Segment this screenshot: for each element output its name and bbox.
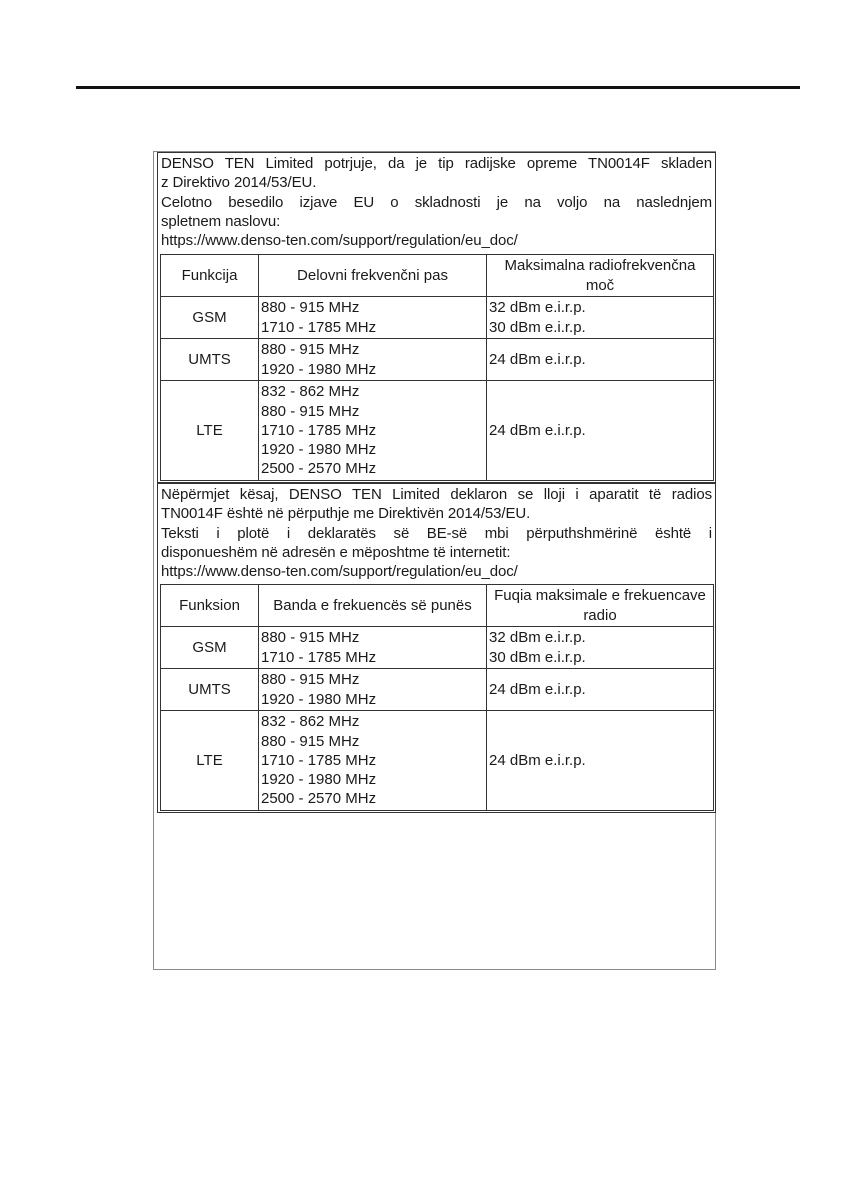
- header-max-power: Maksimalna radiofrekvenčna moč: [487, 255, 714, 297]
- power-cell: 24 dBm e.i.r.p.: [487, 711, 714, 811]
- header-function: Funkcija: [161, 255, 259, 297]
- header-rule: [76, 86, 800, 89]
- declaration-statement: [158, 153, 715, 250]
- function-cell: UMTS: [161, 669, 259, 711]
- power-cell: 32 dBm e.i.r.p. 30 dBm e.i.r.p.: [487, 627, 714, 669]
- band-cell: 880 - 915 MHz 1710 - 1785 MHz: [259, 297, 487, 339]
- table-row: [161, 669, 714, 711]
- statement-line: spletnem naslovu:: [161, 212, 281, 230]
- power-cell: 24 dBm e.i.r.p.: [487, 669, 714, 711]
- statement-line: z Direktivo 2014/53/EU.: [161, 174, 317, 192]
- table-row: [161, 297, 714, 339]
- band-cell: 880 - 915 MHz 1920 - 1980 MHz: [259, 339, 487, 381]
- function-cell: LTE: [161, 381, 259, 481]
- declaration-section-slovenian: [157, 152, 716, 483]
- header-frequency-band: Banda e frekuencës së punës: [259, 585, 487, 627]
- frequency-table: [160, 584, 714, 811]
- statement-line: disponueshëm në adresën e mëposhtme të internetit:: [161, 543, 511, 561]
- function-cell: GSM: [161, 627, 259, 669]
- declaration-url: https://www.denso-ten.com/support/regulation/eu_doc/: [161, 232, 518, 250]
- declaration-statement: [158, 484, 715, 581]
- header-function: Funksion: [161, 585, 259, 627]
- header-max-power: Fuqia maksimale e frekuencave radio: [487, 585, 714, 627]
- function-cell: UMTS: [161, 339, 259, 381]
- function-cell: LTE: [161, 711, 259, 811]
- power-cell: 24 dBm e.i.r.p.: [487, 381, 714, 481]
- statement-line: DENSO TEN Limited potrjuje, da je tip radijske opreme TN0014F skladen: [161, 155, 712, 172]
- declaration-section-albanian: [157, 483, 716, 813]
- statement-line: TN0014F është në përputhje me Direktivën 2014/53/EU.: [161, 505, 531, 523]
- band-cell: 880 - 915 MHz 1920 - 1980 MHz: [259, 669, 487, 711]
- band-cell: 880 - 915 MHz 1710 - 1785 MHz: [259, 627, 487, 669]
- band-cell: 832 - 862 MHz 880 - 915 MHz 1710 - 1785 MHz 1920 - 1980 MHz 2500 - 2570 MHz: [259, 381, 487, 481]
- table-header-row: [161, 255, 714, 297]
- table-row: [161, 381, 714, 481]
- table-row: [161, 627, 714, 669]
- statement-line: Celotno besedilo izjave EU o skladnosti je na voljo na naslednjem: [161, 193, 712, 211]
- statement-line: Teksti i plotë i deklaratës së BE-së mbi përputhshmërinë është i: [161, 524, 712, 542]
- table-header-row: [161, 585, 714, 627]
- table-row: [161, 711, 714, 811]
- table-row: [161, 339, 714, 381]
- band-cell: 832 - 862 MHz 880 - 915 MHz 1710 - 1785 MHz 1920 - 1980 MHz 2500 - 2570 MHz: [259, 711, 487, 811]
- statement-line: Nëpërmjet kësaj, DENSO TEN Limited deklaron se lloji i aparatit të radios: [161, 486, 712, 503]
- declaration-url: https://www.denso-ten.com/support/regulation/eu_doc/: [161, 563, 518, 581]
- power-cell: 32 dBm e.i.r.p. 30 dBm e.i.r.p.: [487, 297, 714, 339]
- power-cell: 24 dBm e.i.r.p.: [487, 339, 714, 381]
- function-cell: GSM: [161, 297, 259, 339]
- frequency-table: [160, 254, 714, 481]
- header-frequency-band: Delovni frekvenčni pas: [259, 255, 487, 297]
